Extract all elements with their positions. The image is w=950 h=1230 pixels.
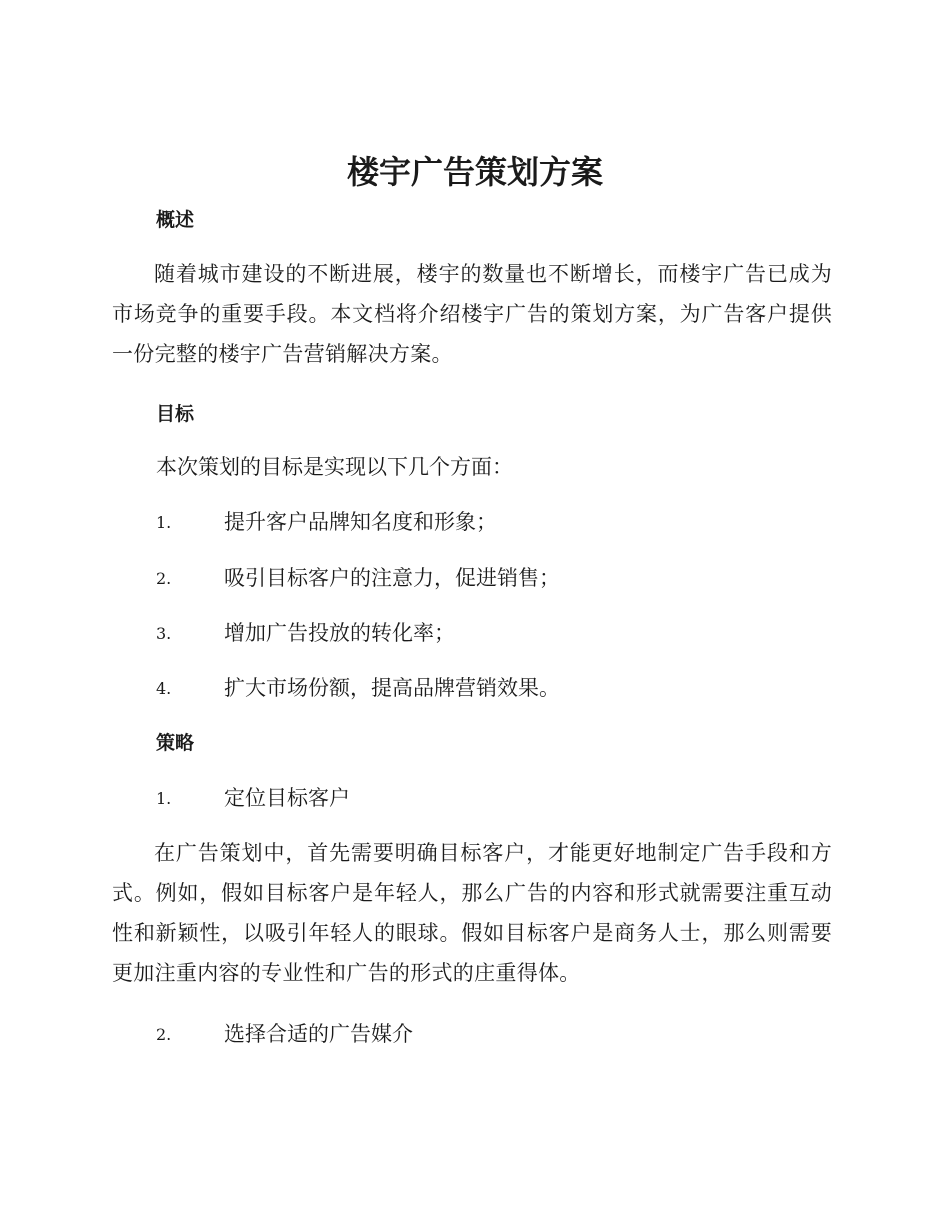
list-number: 3.	[156, 624, 172, 643]
list-number: 2.	[156, 569, 172, 588]
list-item-text: 提升客户品牌知名度和形象；	[224, 510, 497, 534]
list-item-text: 扩大市场份额，提高品牌营销效果。	[224, 676, 560, 700]
heading-goals: 目标	[156, 403, 195, 425]
list-number: 1.	[156, 513, 172, 532]
strategy-paragraph: 在广告策划中，首先需要明确目标客户，才能更好地制定广告手段和方式。例如，假如目标客户是年轻人，那么广告的内容和形式就需要注重互动性和新颖性，以吸引年轻人的眼球。假如目标客户是商务人士，那么则需要更加注重内容的专业性和广告的形式的庄重得体。	[112, 841, 832, 985]
list-item-text: 定位目标客户	[224, 786, 350, 810]
list-number: 1.	[156, 789, 172, 808]
overview-paragraph: 随着城市建设的不断进展，楼宇的数量也不断增长，而楼宇广告已成为市场竞争的重要手段。本文档将介绍楼宇广告的策划方案，为广告客户提供一份完整的楼宇广告营销解决方案。	[112, 262, 832, 366]
heading-overview: 概述	[156, 209, 195, 231]
list-item-text: 选择合适的广告媒介	[224, 1022, 413, 1046]
list-item-text: 增加广告投放的转化率；	[224, 621, 455, 645]
goals-intro: 本次策划的目标是实现以下几个方面：	[156, 455, 513, 479]
heading-strategy: 策略	[156, 732, 195, 754]
document-title: 楼宇广告策划方案	[346, 153, 603, 191]
list-item-text: 吸引目标客户的注意力，促进销售；	[224, 566, 560, 590]
list-number: 2.	[156, 1025, 172, 1044]
list-number: 4.	[156, 679, 172, 698]
